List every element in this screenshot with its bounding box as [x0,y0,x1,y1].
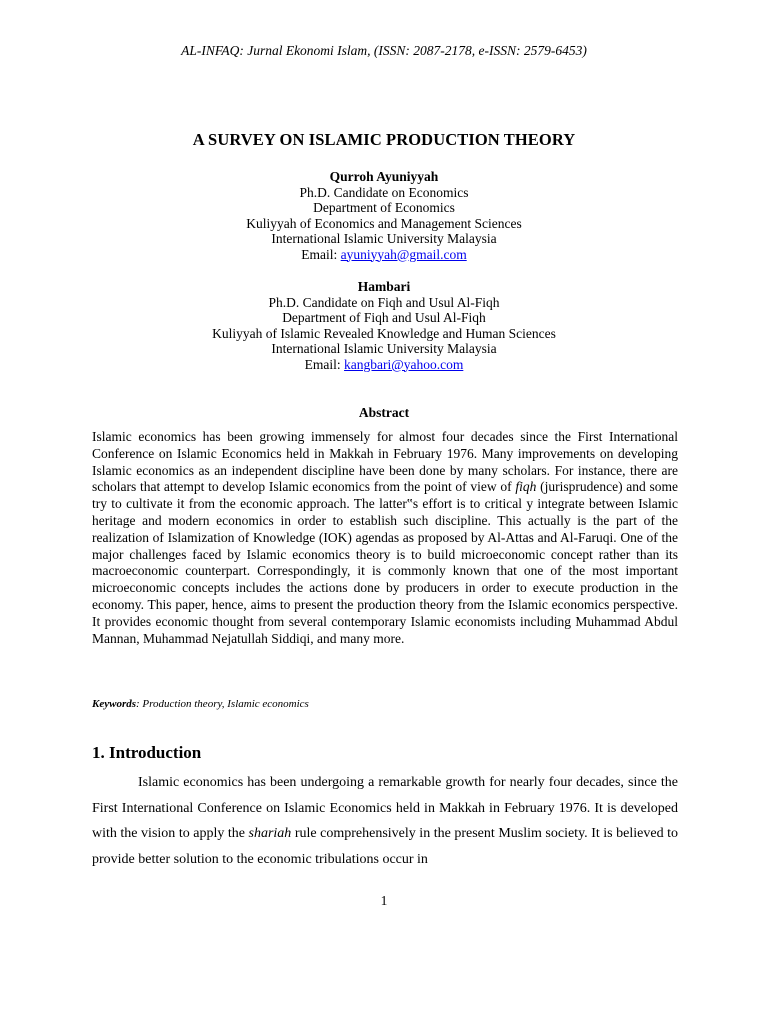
intro-text-part: Islamic economics has been undergoing a remarkable growth for nearly four decades, since the First International Conference on Islamic Economics held in Makkah in February 1976. It is developed with the vision to apply the [92,775,678,841]
author-email-link[interactable]: ayuniyyah@gmail.com [340,246,467,262]
author-email-line [0,357,768,373]
abstract-text-part: Islamic economics has been growing immensely for almost four decades since the First International Conference on Islamic Economics held in Makkah in February 1976. Many improvements on developing Islamic economics as an independent discipline have been done by many scholars. For instance, there are scholars that attempt to develop Islamic economics from the point of view of [92,429,678,495]
page-number: 1 [380,893,388,908]
abstract-text [92,429,678,647]
author-affiliation-line: Department of Fiqh and Usul Al-Fiqh [282,310,486,325]
author-affiliation-line: International Islamic University Malaysia [271,231,497,246]
paper-title: A SURVEY ON ISLAMIC PRODUCTION THEORY [192,130,576,149]
author-email-line [0,247,768,263]
email-label: Email: [301,246,341,262]
author-affiliation-line: Kuliyyah of Islamic Revealed Knowledge and Human Sciences [212,325,556,341]
journal-header: AL-INFAQ: Jurnal Ekonomi Islam, (ISSN: 2087-2178, e-ISSN: 2579-6453) [181,43,587,58]
keywords-text: : Production theory, Islamic economics [136,698,309,710]
section-heading-introduction: 1. Introduction [92,743,202,762]
author-affiliation-line: Department of Economics [313,200,455,215]
author-affiliation-line: Ph.D. Candidate on Economics [299,184,469,200]
introduction-paragraph [92,770,678,872]
author-affiliation-line: Ph.D. Candidate on Fiqh and Usul Al-Fiqh [268,294,500,310]
author-name: Qurroh Ayuniyyah [329,169,439,184]
author-affiliation-line: Kuliyyah of Economics and Management Sciences [246,215,522,231]
abstract-heading: Abstract [358,405,410,420]
author-email-link[interactable]: kangbari@yahoo.com [344,356,464,372]
author-affiliation-line: International Islamic University Malaysia [271,341,497,356]
intro-text-part: rule comprehensively in the present Muslim society. It is believed to provide better solution to the economic tribulations occur in [92,826,678,867]
email-label: Email: [304,356,345,372]
author-name: Hambari [357,279,411,294]
keywords-line [92,698,678,710]
intro-italic-term: shariah [248,826,292,841]
keywords-label: Keywords [92,698,136,710]
author-block-1 [0,169,768,262]
abstract-text-part: (jurisprudence) and some try to cultivate it from the economic approach. The latter‟s effort is to critical y integrate between Islamic heritage and modern economics in order to establish such discipline. This actually is the part of the realization of Islamization of Knowledge (IOK) agendas as proposed by Al-Attas and Al-Faruqi. One of the major challenges faced by Islamic economics theory is to build microeconomic concept rather than its macroeconomic counterpart. Correspondingly, it is commonly known that one of the most important microeconomic concepts includes the actions done by producers in order to execute production in the economy. This paper, hence, aims to present the production theory from the Islamic economics perspective. It provides economic thought from several contemporary Islamic economists including Muhammad Abdul Mannan, Muhammad Nejatullah Siddiqi, and many more. [92,479,679,646]
abstract-italic-term: fiqh [515,479,537,495]
author-block-2 [0,279,768,372]
